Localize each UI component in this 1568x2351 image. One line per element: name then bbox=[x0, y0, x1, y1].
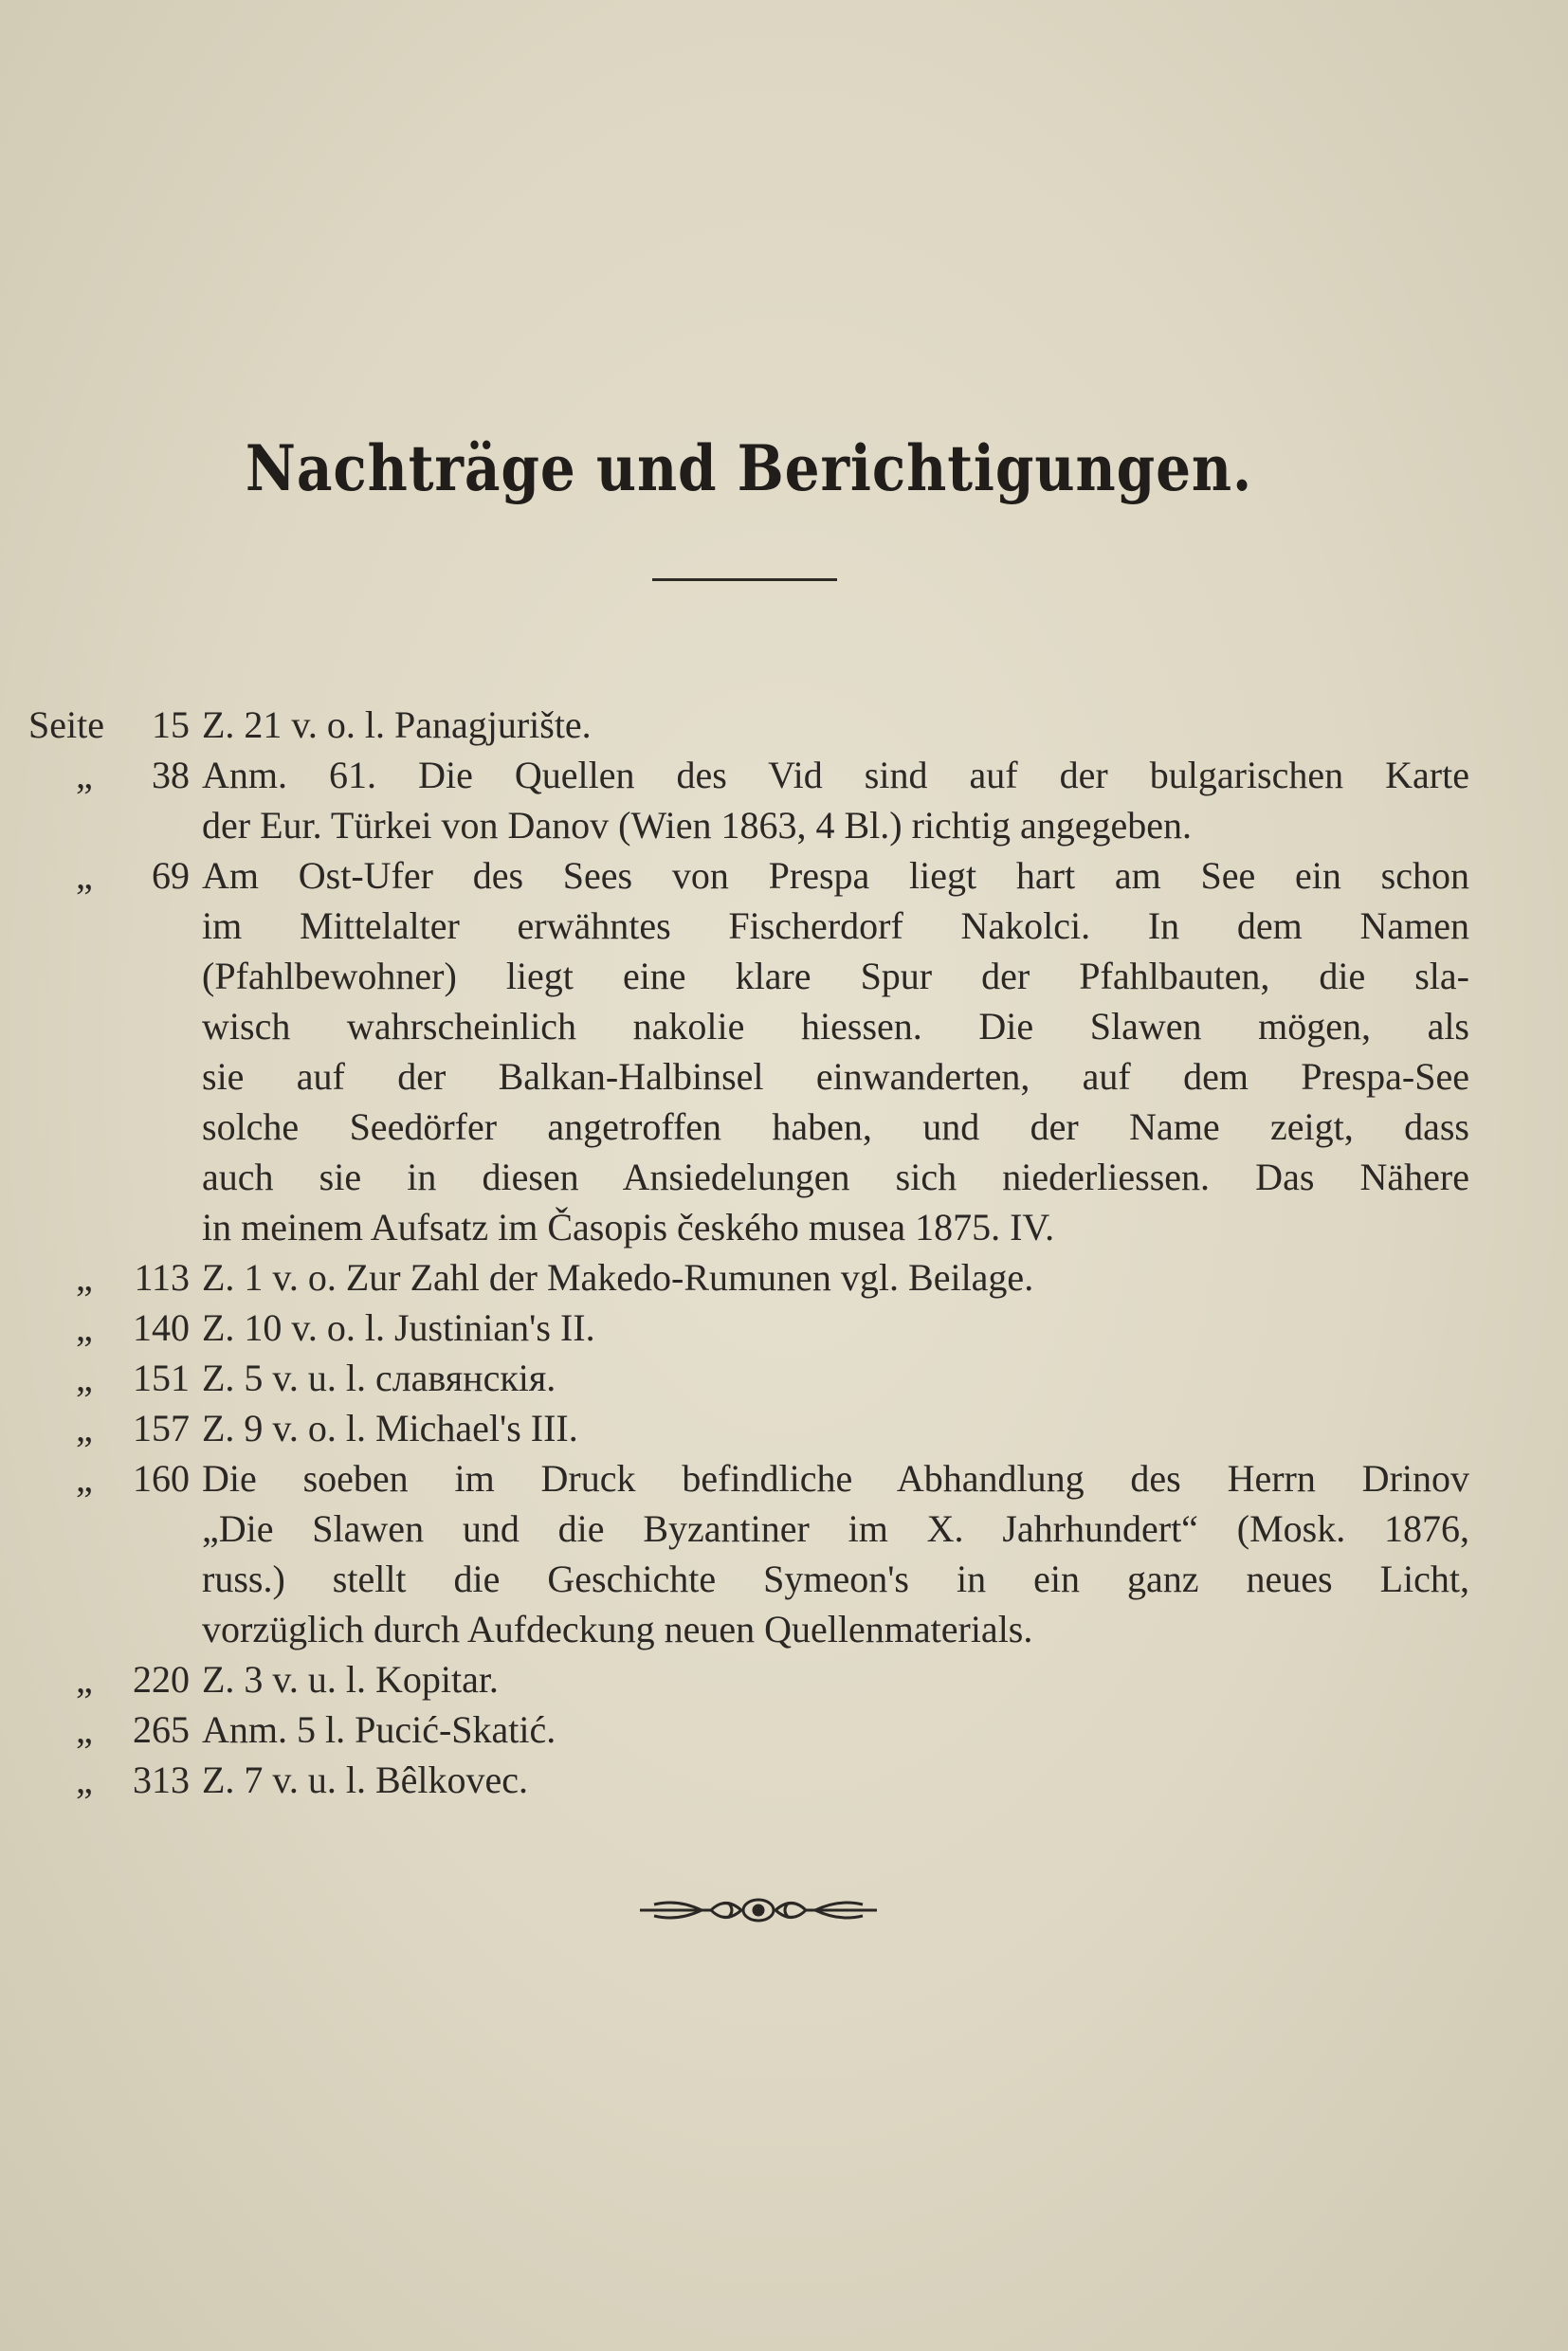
entry-line: „Die Slawen und die Byzantiner im X. Jahrhundert“ (Mosk. 1876, bbox=[202, 1507, 1469, 1550]
entry-prefix bbox=[28, 1755, 190, 1805]
entry-line: Z. 5 v. u. l. славянскія. bbox=[202, 1357, 556, 1399]
page-title: Nachträge und Berichtigungen. bbox=[245, 431, 1253, 505]
ditto-mark: „ bbox=[76, 1457, 93, 1500]
seite-label: Seite bbox=[28, 703, 104, 746]
entry-prefix bbox=[28, 1252, 190, 1303]
entry-text bbox=[202, 750, 1469, 850]
correction-entry bbox=[28, 1303, 1469, 1353]
page-number: 113 bbox=[134, 1256, 190, 1299]
entry-prefix bbox=[28, 1453, 190, 1504]
correction-entry bbox=[28, 1403, 1469, 1453]
entry-line: Z. 7 v. u. l. Bêlkovec. bbox=[202, 1759, 529, 1801]
entry-text bbox=[202, 850, 1469, 1252]
correction-entry bbox=[28, 1453, 1469, 1654]
entry-line: Z. 3 v. u. l. Kopitar. bbox=[202, 1658, 499, 1701]
entry-line: Anm. 61. Die Quellen des Vid sind auf der bulgarischen Karte bbox=[202, 754, 1469, 796]
correction-entry bbox=[28, 750, 1469, 850]
entry-text bbox=[202, 1353, 1469, 1403]
ditto-mark: „ bbox=[76, 1759, 93, 1801]
entry-line: russ.) stellt die Geschichte Symeon's in ein ganz neues Licht, bbox=[202, 1558, 1469, 1600]
page-number: 15 bbox=[152, 703, 190, 746]
entry-line: Die soeben im Druck befindliche Abhandlung des Herrn Drinov bbox=[202, 1457, 1469, 1500]
entry-line: solche Seedörfer angetroffen haben, und der Name zeigt, dass bbox=[202, 1105, 1469, 1148]
page-number: 140 bbox=[133, 1306, 190, 1349]
page-number: 157 bbox=[133, 1407, 190, 1449]
entry-text bbox=[202, 1755, 1469, 1805]
entry-text bbox=[202, 1453, 1469, 1654]
entry-text bbox=[202, 1704, 1469, 1755]
entry-line: in meinem Aufsatz im Časopis českého musea 1875. IV. bbox=[202, 1206, 1055, 1248]
entry-prefix bbox=[28, 1704, 190, 1755]
correction-entry bbox=[28, 1654, 1469, 1704]
page-number: 220 bbox=[133, 1658, 190, 1701]
entry-line: Anm. 5 l. Pucić-Skatić. bbox=[202, 1708, 556, 1751]
tailpiece-ornament-icon bbox=[635, 1891, 882, 1929]
ditto-mark: „ bbox=[76, 1256, 93, 1299]
page-number: 69 bbox=[152, 854, 190, 897]
entry-line: Z. 9 v. o. l. Michael's III. bbox=[202, 1407, 578, 1449]
page-number: 151 bbox=[133, 1357, 190, 1399]
entry-prefix bbox=[28, 700, 190, 750]
ditto-mark: „ bbox=[76, 1357, 93, 1399]
entry-line: vorzüglich durch Aufdeckung neuen Quellenmaterials. bbox=[202, 1608, 1033, 1650]
entry-line: Z. 21 v. o. l. Panagjurište. bbox=[202, 703, 592, 746]
entry-line: (Pfahlbewohner) liegt eine klare Spur der Pfahlbauten, die sla- bbox=[202, 955, 1469, 997]
entry-line: auch sie in diesen Ansiedelungen sich niederliessen. Das Nähere bbox=[202, 1156, 1469, 1198]
entry-line: Z. 1 v. o. Zur Zahl der Makedo-Rumunen vgl. Beilage. bbox=[202, 1256, 1034, 1299]
ditto-mark: „ bbox=[76, 854, 93, 897]
ditto-mark: „ bbox=[76, 1306, 93, 1349]
correction-entry bbox=[28, 1252, 1469, 1303]
page-number: 313 bbox=[133, 1759, 190, 1801]
entry-line: Am Ost-Ufer des Sees von Prespa liegt hart am See ein schon bbox=[202, 854, 1469, 897]
entry-text bbox=[202, 1252, 1469, 1303]
ditto-mark: „ bbox=[76, 1658, 93, 1701]
entry-line: sie auf der Balkan-Halbinsel einwanderten, auf dem Prespa-See bbox=[202, 1055, 1469, 1098]
correction-entry bbox=[28, 1353, 1469, 1403]
correction-entry bbox=[28, 1755, 1469, 1805]
entry-text bbox=[202, 1403, 1469, 1453]
ditto-mark: „ bbox=[76, 1407, 93, 1449]
entry-line: der Eur. Türkei von Danov (Wien 1863, 4 Bl.) richtig angegeben. bbox=[202, 804, 1193, 847]
correction-entry bbox=[28, 850, 1469, 1252]
correction-entry bbox=[28, 700, 1469, 750]
entry-prefix bbox=[28, 750, 190, 800]
entry-prefix bbox=[28, 1303, 190, 1353]
ditto-mark: „ bbox=[76, 1708, 93, 1751]
page-number: 265 bbox=[133, 1708, 190, 1751]
title-rule bbox=[652, 578, 837, 581]
entry-text bbox=[202, 700, 1469, 750]
entry-text bbox=[202, 1303, 1469, 1353]
entry-text bbox=[202, 1654, 1469, 1704]
entry-prefix bbox=[28, 1403, 190, 1453]
entry-prefix bbox=[28, 1654, 190, 1704]
entry-line: wisch wahrscheinlich nakolie hiessen. Die Slawen mögen, als bbox=[202, 1005, 1469, 1048]
page-number: 38 bbox=[152, 754, 190, 796]
entry-prefix bbox=[28, 850, 190, 901]
entry-line: im Mittelalter erwähntes Fischerdorf Nakolci. In dem Namen bbox=[202, 904, 1469, 947]
corrections-list bbox=[28, 700, 1469, 1805]
entry-line: Z. 10 v. o. l. Justinian's II. bbox=[202, 1306, 595, 1349]
page-number: 160 bbox=[133, 1457, 190, 1500]
correction-entry bbox=[28, 1704, 1469, 1755]
ditto-mark: „ bbox=[76, 754, 93, 796]
entry-prefix bbox=[28, 1353, 190, 1403]
